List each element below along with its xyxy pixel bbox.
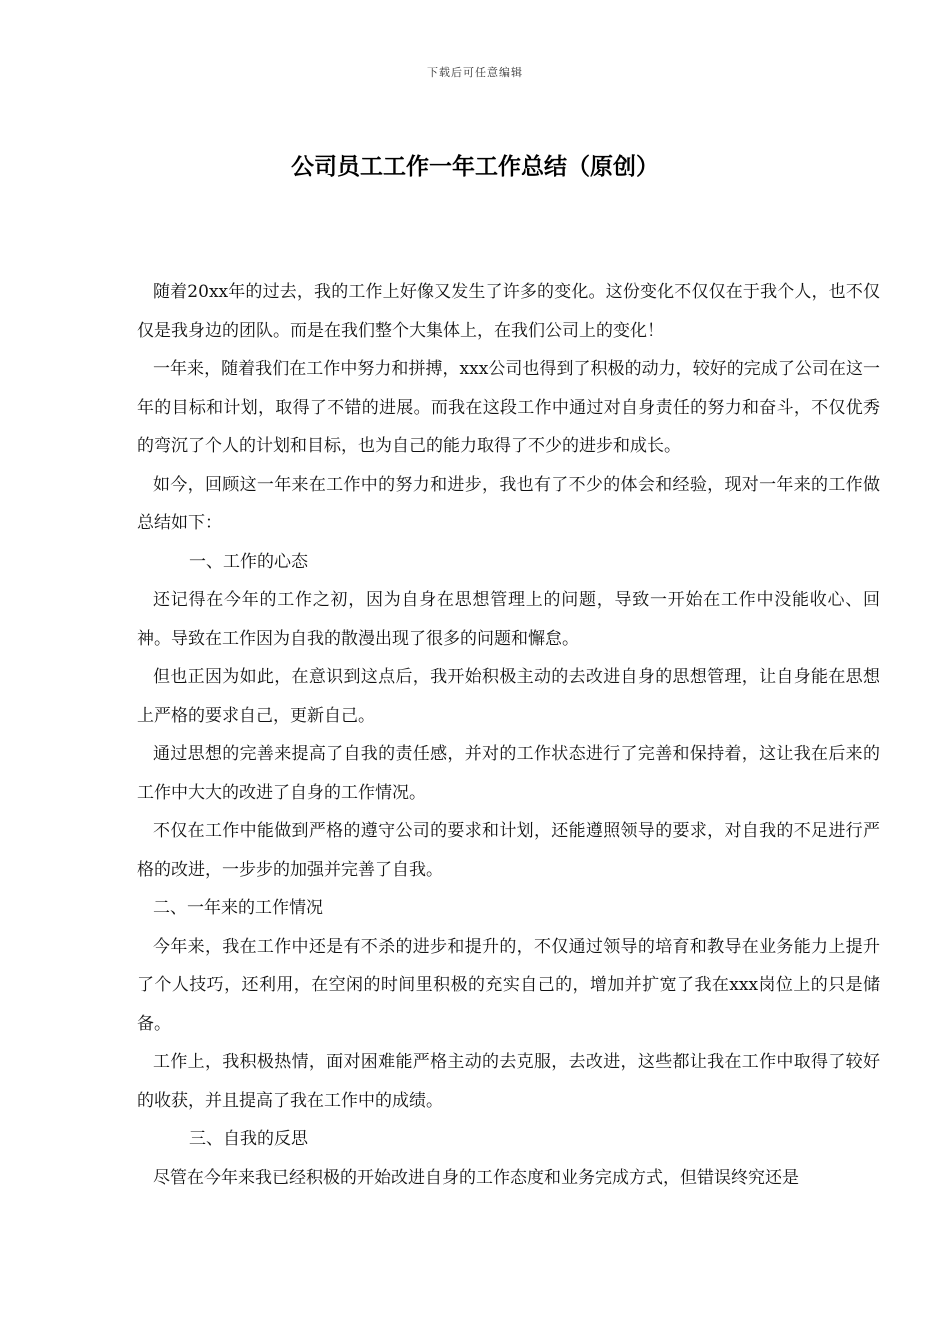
section-heading: 一、工作的心态: [189, 551, 308, 572]
paragraph: 随着20xx年的过去，我的工作上好像又发生了许多的变化。这份变化不仅仅在于我个人，也不仅仅是我身边的团队。而是在我们整个大集体上，在我们公司上的变化！: [137, 282, 880, 341]
paragraph: 还记得在今年的工作之初，因为自身在思想管理上的问题，导致一开始在工作中没能收心、回神。导致在工作因为自我的散漫出现了很多的问题和懈怠。: [137, 590, 880, 649]
section-heading: 三、自我的反思: [189, 1129, 308, 1149]
paragraph: 今年来，我在工作中还是有不杀的进步和提升的，不仅通过领导的培育和教导在业务能力上提升了个人技巧，还利用，在空闲的时间里积极的充实自己的，增加并扩宽了我在xxx岗位上的只是储备。: [137, 936, 880, 1034]
paragraph: 一年来，随着我们在工作中努力和拼搏，xxx公司也得到了积极的动力，较好的完成了公司在这一年的目标和计划，取得了不错的进展。而我在这段工作中通过对自身责任的努力和奋斗，不仅优秀的弯沉了个人的计划和目标，也为自己的能力取得了不少的进步和成长。: [137, 359, 880, 456]
paragraph: 工作上，我积极热情，面对困难能严格主动的去克服，去改进，这些都让我在工作中取得了较好的收获，并且提高了我在工作中的成绩。: [137, 1052, 880, 1111]
paragraph: 尽管在今年来我已经积极的开始改进自身的工作态度和业务完成方式，但错误终究还是: [153, 1167, 799, 1188]
paragraph: 如今，回顾这一年来在工作中的努力和进步，我也有了不少的体会和经验，现对一年来的工作做总结如下：: [137, 474, 880, 533]
document-title: 公司员工工作一年工作总结（原创）: [291, 154, 659, 180]
paragraph: 但也正因为如此，在意识到这点后，我开始积极主动的去改进自身的思想管理，让自身能在思想上严格的要求自己，更新自己。: [137, 667, 880, 726]
header-note: 下载后可任意编辑: [427, 66, 523, 79]
document-body: [137, 273, 880, 1197]
paragraph: 不仅在工作中能做到严格的遵守公司的要求和计划，还能遵照领导的要求，对自我的不足进行严格的改进，一步步的加强并完善了自我。: [137, 821, 880, 880]
paragraph: 通过思想的完善来提高了自我的责任感，并对的工作状态进行了完善和保持着，这让我在后来的工作中大大的改进了自身的工作情况。: [137, 744, 880, 803]
section-heading: 二、一年来的工作情况: [153, 898, 323, 918]
